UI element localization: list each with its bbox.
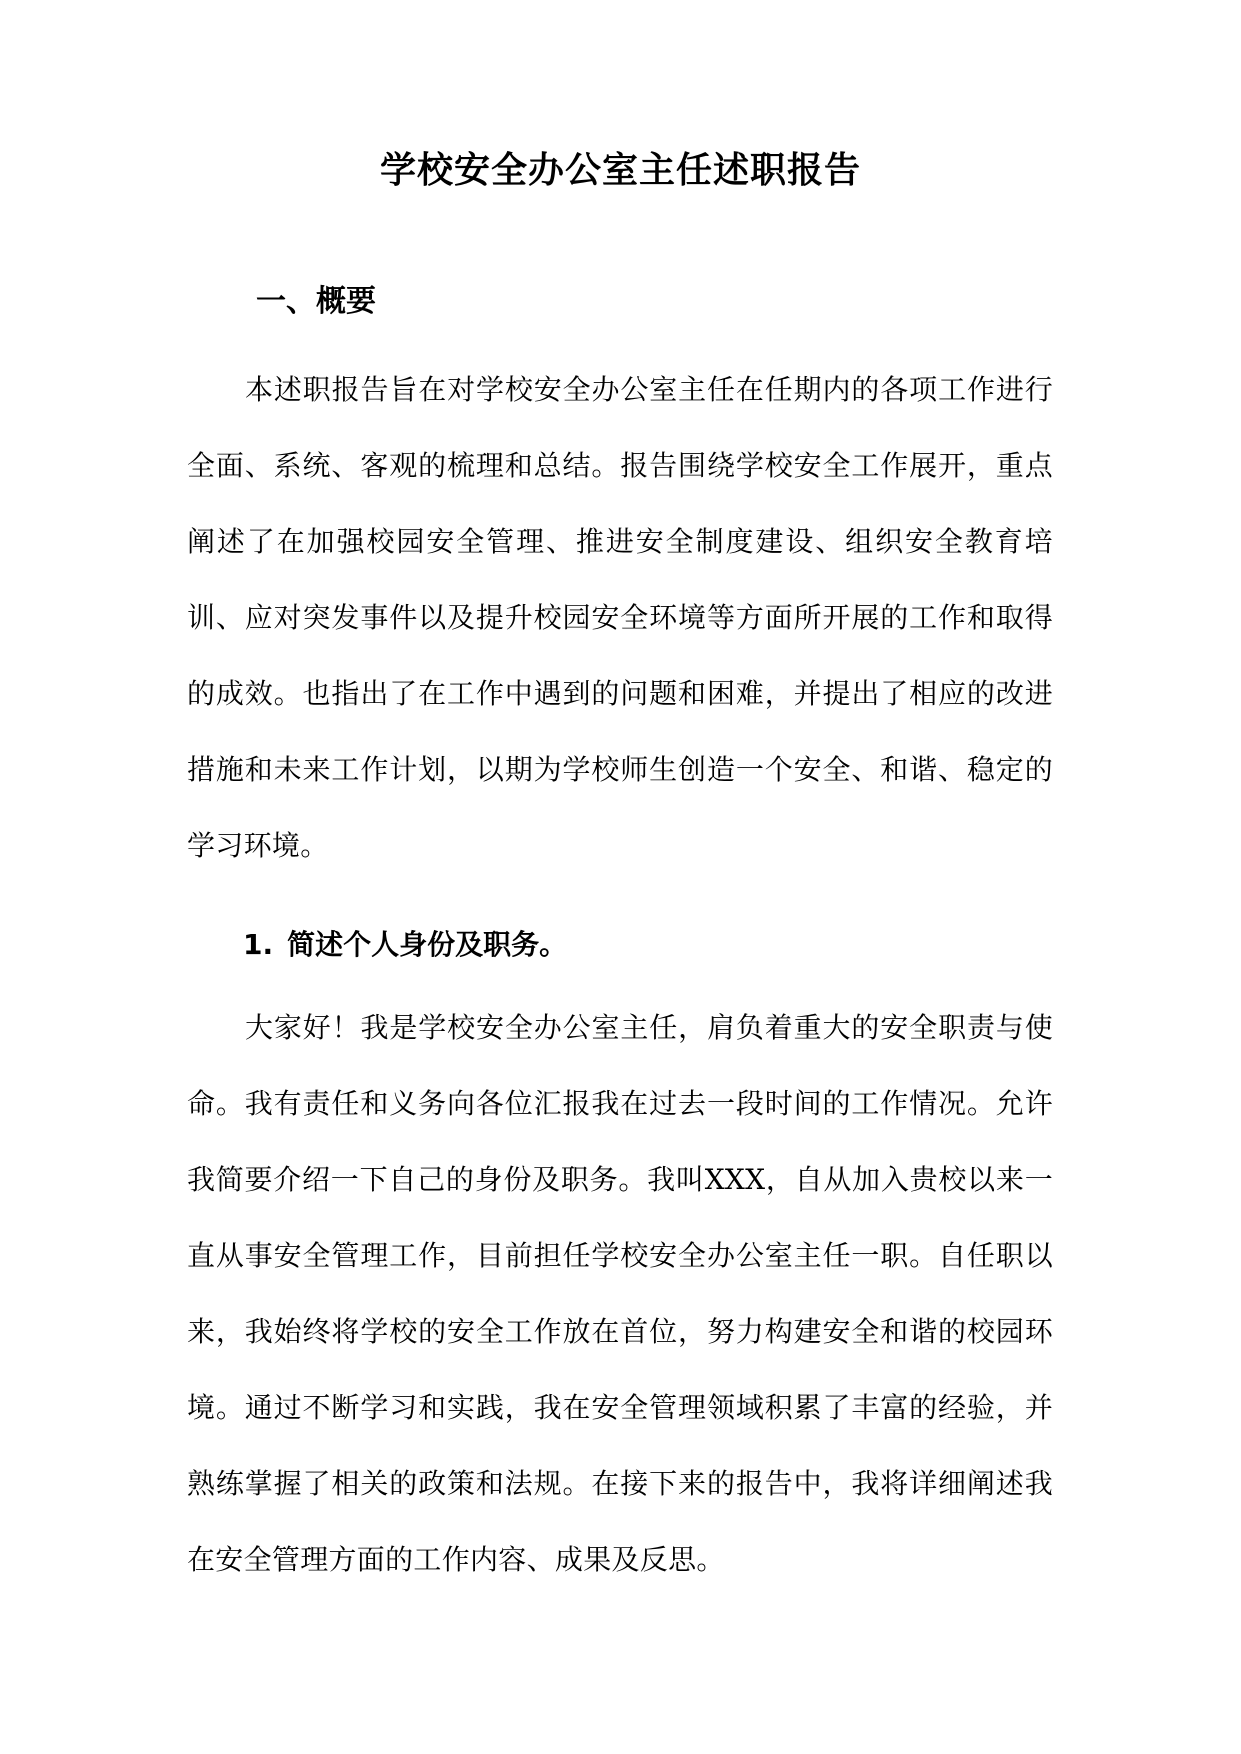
- identity-paragraph: 大家好！我是学校安全办公室主任，肩负着重大的安全职责与使命。我有责任和义务向各位汇报我在过去一段时间的工作情况。允许我简要介绍一下自己的身份及职务。我叫XXX，自从加入贵校以来一直从事安全管理工作，目前担任学校安全办公室主任一职。自任职以来，我始终将学校的安全工作放在首位，努力构建安全和谐的校园环境。通过不断学习和实践，我在安全管理领域积累了丰富的经验，并熟练掌握了相关的政策和法规。在接下来的报告中，我将详细阐述我在安全管理方面的工作内容、成果及反思。: [187, 1011, 1053, 1576]
- subsection-heading-identity: [243, 924, 567, 966]
- section-heading-overview: 一、概要: [256, 284, 376, 319]
- subsection-number: 1.: [243, 928, 274, 961]
- document-title: 学校安全办公室主任述职报告: [379, 150, 861, 191]
- subsection-heading-text: 简述个人身份及职务。: [287, 928, 568, 961]
- overview-paragraph: 本述职报告旨在对学校安全办公室主任在任期内的各项工作进行全面、系统、客观的梳理和总结。报告围绕学校安全工作展开，重点阐述了在加强校园安全管理、推进安全制度建设、组织安全教育培训、应对突发事件以及提升校园安全环境等方面所开展的工作和取得的成效。也指出了在工作中遇到的问题和困难，并提出了相应的改进措施和未来工作计划，以期为学校师生创造一个安全、和谐、稳定的学习环境。: [187, 373, 1053, 862]
